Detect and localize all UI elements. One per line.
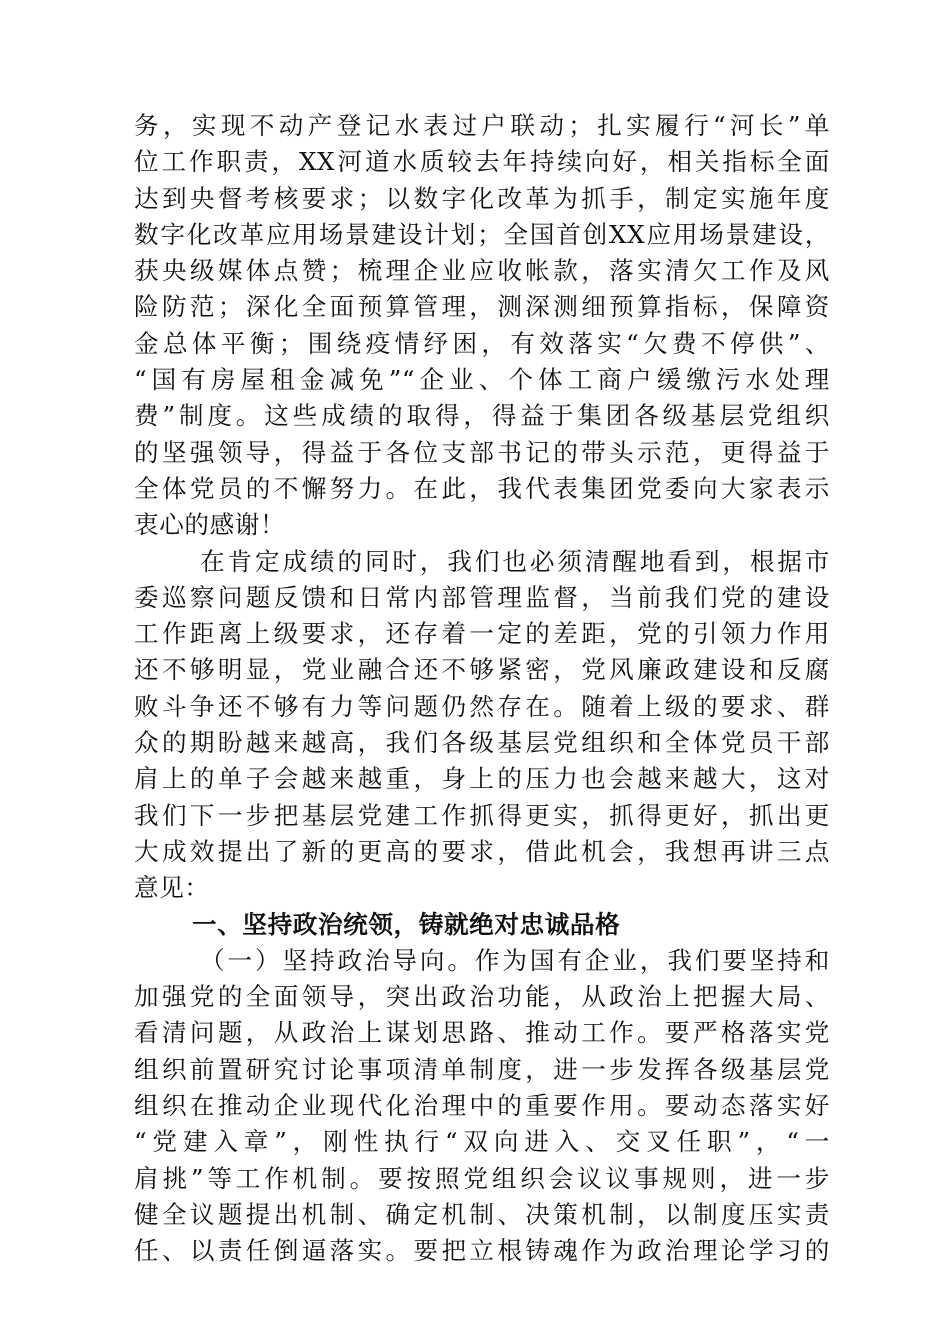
text-line: 金总体平衡；围绕疫情纾困，有效落实“欠费不停供”、 (134, 328, 830, 358)
text-line: （一）坚持政治导向。作为国有企业，我们要坚持和 (200, 945, 830, 975)
text-line: 全体党员的不懈努力。在此，我代表集团党委向大家表示 (134, 473, 830, 503)
text-line: 我们下一步把基层党建工作抓得更实，抓得更好，抓出更 (134, 800, 830, 830)
text-line: “党建入章”，刚性执行“双向进入、交叉任职”，“一 (134, 1127, 830, 1157)
text-line: 险防范；深化全面预算管理，测深测细预算指标，保障资 (134, 292, 830, 322)
text-line: 务，实现不动产登记水表过户联动；扎实履行“河长”单 (134, 111, 830, 140)
text-line: 衷心的感谢！ (134, 510, 286, 540)
text-line: 肩挑”等工作机制。要按照党组织会议议事规则，进一步 (134, 1163, 830, 1193)
text-line: 委巡察问题反馈和日常内部管理监督，当前我们党的建设 (134, 582, 830, 612)
text-line: 工作距离上级要求，还存着一定的差距，党的引领力作用 (134, 619, 830, 649)
text-line: 获央级媒体点赞；梳理企业应收帐款，落实清欠工作及风 (134, 256, 830, 286)
text-line: 数字化改革应用场景建设计划；全国首创XX应用场景建设， (134, 219, 830, 249)
text-line: 的坚强领导，得益于各位支部书记的带头示范，更得益于 (134, 437, 830, 467)
text-line: 组织前置研究讨论事项清单制度，进一步发挥各级基层党 (134, 1054, 830, 1084)
section-heading: 一、坚持政治统领，铸就绝对忠诚品格 (192, 909, 621, 939)
text-line: 看清问题，从政治上谋划思路、推动工作。要严格落实党 (134, 1018, 830, 1048)
text-line: 意见： (134, 873, 210, 903)
text-line: 加强党的全面领导，突出政治功能，从政治上把握大局、 (134, 982, 830, 1012)
text-line: 还不够明显，党业融合还不够紧密，党风廉政建设和反腐 (134, 655, 830, 685)
text-line: 任、以责任倒逼落实。要把立根铸魂作为政治理论学习的 (134, 1236, 830, 1266)
text-line: 肩上的单子会越来越重，身上的压力也会越来越大，这对 (134, 764, 830, 794)
text-line: 众的期盼越来越高，我们各级基层党组织和全体党员干部 (134, 728, 830, 758)
text-line: 费”制度。这些成绩的取得，得益于集团各级基层党组织 (134, 401, 830, 431)
text-line: 达到央督考核要求；以数字化改革为抓手，制定实施年度 (134, 183, 830, 213)
text-line: 位工作职责，XX河道水质较去年持续向好，相关指标全面 (134, 147, 830, 177)
text-line: 败斗争还不够有力等问题仍然存在。随着上级的要求、群 (134, 691, 830, 721)
text-line: 大成效提出了新的更高的要求，借此机会，我想再讲三点 (134, 836, 830, 866)
text-line: “国有房屋租金减免”“企业、个体工商户缓缴污水处理 (134, 365, 830, 395)
text-line: 健全议题提出机制、确定机制、决策机制，以制度压实责 (134, 1199, 830, 1229)
body-text (134, 108, 830, 1270)
text-line: 组织在推动企业现代化治理中的重要作用。要动态落实好 (134, 1091, 830, 1121)
text-line: 在肯定成绩的同时，我们也必须清醒地看到，根据市 (200, 546, 830, 576)
